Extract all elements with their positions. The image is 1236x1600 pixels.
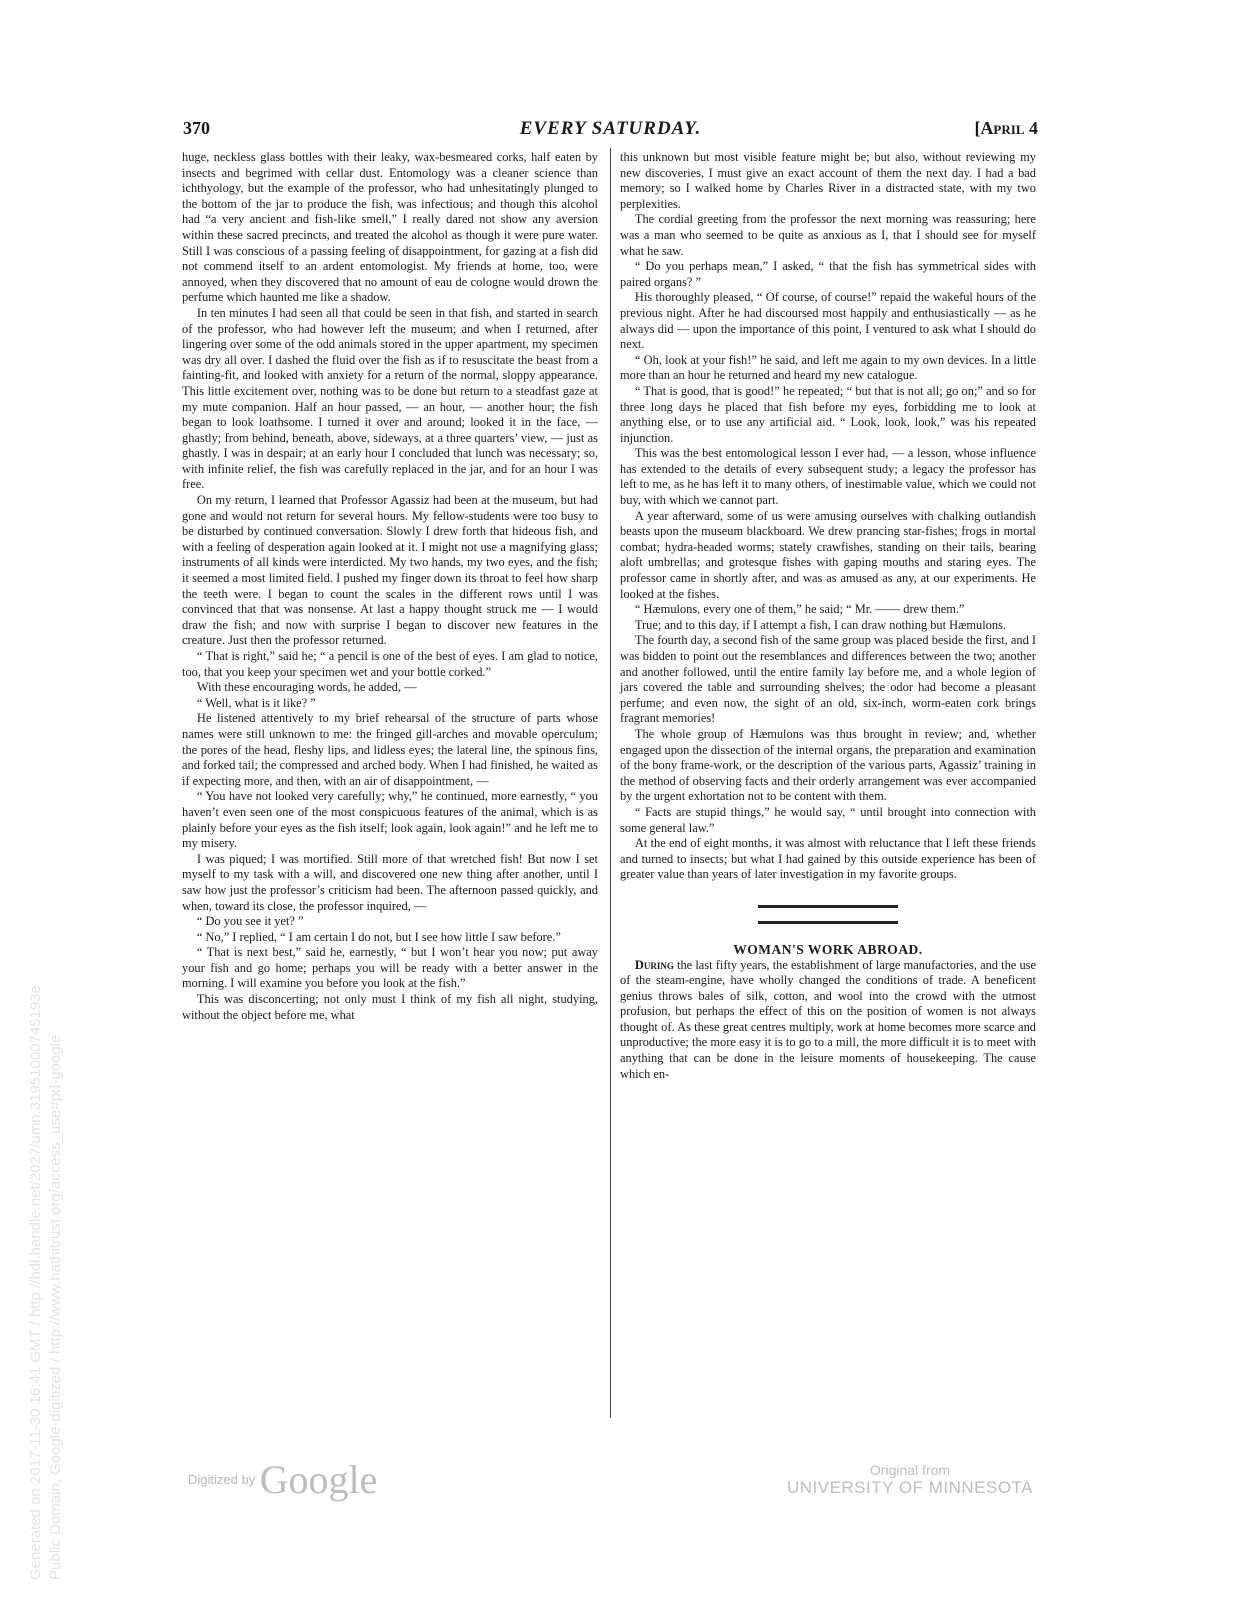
paragraph: A year afterward, some of us were amusing ourselves with chalking outlandish beasts upon the museum blackboard. We drew prancing star-fishes; frogs in mortal combat; hydra-headed worms; stately crawfishes, standing on their tails, bearing aloft umbrellas; and grotesque fishes with gaping mouths and staring eyes. The professor came in shortly after, and was as amused as any, at our experiments. He looked at the fishes. [620, 508, 1036, 601]
paragraph: I was piqued; I was mortified. Still more of that wretched fish! But now I set myself to my task with a will, and discovered one new thing after another, until I saw how just the professor’s criticism had been. The afternoon passed quickly, and when, toward its close, the professor inquired, — [182, 851, 598, 913]
paragraph: The fourth day, a second fish of the same group was placed beside the first, and I was bidden to point out the resemblances and differences between the two; another and another followed, until the entire family lay before me, and a whole legion of jars covered the table and surrounding shelves; the odor had become a pleasant perfume; and even now, the sight of an old, six-inch, worm-eaten cork brings fragrant memories! [620, 633, 1036, 726]
paragraph: “ Hæmulons, every one of them,” he said; “ Mr. —— drew them.” [634, 602, 965, 617]
paragraph: In ten minutes I had seen all that could be seen in that fish, and started in search of the professor, who had however left the museum; and when I returned, after lingering over some of the odd animals stored in the upper apartment, my specimen was dry all over. I dashed the fluid over the fish as if to resuscitate the beast from a fainting-fit, and looked with anxiety for a return of the normal, sloppy appearance. This little excitement over, nothing was to be done but return to a steadfast gaze at my mute companion. Half an hour passed, — an hour, — another hour; the fish began to look loathsome. I turned it over and around; looked it in the face, — ghastly; from behind, beneath, above, sideways, at a three quarters’ view, — just as ghastly. I was in despair; at an early hour I concluded that lunch was necessary; so, with infinite relief, the fish was carefully replaced in the jar, and for an hour I was free. [182, 305, 598, 492]
article-title: WOMAN'S WORK ABROAD. [733, 941, 923, 957]
original-source [775, 1462, 1045, 1498]
running-header [183, 118, 1038, 144]
original-from-label: Original from [869, 1462, 951, 1478]
digitized-by-label: Digitized by [188, 1472, 256, 1487]
paragraph: He listened attentively to my brief rehearsal of the structure of parts whose names were still unknown to me: the fringed gill-arches and movable operculum; the pores of the head, fleshy lips, and lidless eyes; the lateral line, the spinous fins, and forked tail; the compressed and arched body. When I had finished, he waited as if expecting more, and then, with an air of disappointment, — [182, 711, 598, 788]
periodical-title: EVERY SATURDAY. [519, 118, 702, 139]
section-separator-rule [758, 905, 898, 924]
google-logo: Google [259, 1457, 378, 1502]
issue-date: [April 4 [974, 118, 1038, 138]
paragraph: At the end of eight months, it was almost with reluctance that I left these friends and turned to insects; but what I had gained by this outside experience has been of greater value than years of later investigation in my favorite groups. [620, 836, 1036, 882]
article-text: the last fifty years, the establishment of large manufactories, and the use of the steam-engine, have wholly changed the conditions of trade. A beneficent genius throws bales of silk, cotton, and wool into the crowd with the utmost profusion, but perhaps the effect of this on the position of women is not always thought of. As these great centres multiply, work at home becomes more scarce and unproductive; the more easy it is to go to a mill, the more difficult it is to meet with anything that can be done in the leisure moments of housekeeping. The cause which en- [620, 957, 1036, 1081]
paragraph: this unknown but most visible feature might be; but also, without reviewing my new discoveries, I must give an exact account of them the next day. I had a bad memory; so I walked home by Charles River in a distracted state, with my two perplexities. [620, 150, 1036, 211]
paragraph: huge, neckless glass bottles with their leaky, wax-besmeared corks, half eaten by insects and begrimed with cellar dust. Entomology was a cleaner science than ichthyology, but the example of the professor, who had unhesitatingly plunged to the bottom of the jar to produce the fish, was infectious; and though this alcohol had “a very ancient and fish-like smell,” I really dared not show any aversion within these sacred precincts, and treated the alcohol as though it were pure water. Still I was conscious of a passing feeling of disappointment, for gazing at a fish did not commend itself to an ardent entomologist. My friends at home, too, were annoyed, when they discovered that no amount of eau de cologne would drown the perfume which haunted me like a shadow. [182, 150, 598, 305]
paragraph: “ That is next best,” said he, earnestly, “ but I won’t hear you now; put away your fish and go home; perhaps you will be ready with a better answer in the morning. I will examine you before you look at the fish.” [182, 945, 598, 991]
paragraph: “ Do you perhaps mean,” I asked, “ that the fish has symmetrical sides with paired organs? ” [620, 259, 1036, 289]
university-label: UNIVERSITY OF MINNESOTA [786, 1478, 1034, 1497]
paragraph: “ Oh, look at your fish!” he said, and left me again to my own devices. In a little more than an hour he returned and heard my new catalogue. [620, 352, 1036, 383]
paragraph: This was disconcerting; not only must I think of my fish all night, studying, without the object before me, what [182, 992, 598, 1022]
paragraph: The whole group of Hæmulons was thus brought in review; and, whether engaged upon the dissection of the internal organs, the preparation and examination of the bony frame-work, or the description of the various parts, Agassiz’ training in the method of observing facts and their orderly arrangement was ever accompanied by the urgent exhortation not to be content with them. [620, 726, 1036, 804]
paragraph: True; and to this day, if I attempt a fish, I can draw nothing but Hæmulons. [634, 617, 1006, 632]
drop-cap-word: During [634, 957, 674, 972]
column-divider [610, 148, 611, 1418]
digitized-by-google [188, 1456, 377, 1503]
paragraph: “ That is good, that is good!” he repeated; “ but that is not all; go on;” and so for three long days he placed that fish before my eyes, forbidding me to look at anything else, or to use any artificial aid. “ Look, look, look,” was his repeated injunction. [620, 383, 1036, 445]
hathitrust-watermark [26, 985, 66, 1580]
watermark-line-2: Public Domain, Google-digitized / http://www.hathitrust.org/access_use#pd-google [47, 1034, 64, 1580]
paragraph: “ Facts are stupid things,” he would say, “ until brought into connection with some general law.” [620, 804, 1036, 835]
watermark-line-1: Generated on 2017-11-30 16:41 GMT / http://hdl.handle.net/2027/umn.31951000745193e [27, 985, 44, 1580]
paragraph: This was the best entomological lesson I ever had, — a lesson, whose influence has extended to the details of every subsequent study; a legacy the professor has left to me, as he has left it to many others, of inestimable value, which we could not buy, with which we cannot part. [620, 446, 1036, 508]
paragraph: “ No,” I replied, “ I am certain I do not, but I see how little I saw before.” [196, 929, 561, 944]
paragraph: With these encouraging words, he added, — [196, 680, 417, 695]
right-column [620, 150, 1036, 1082]
paragraph: “ Well, what is it like? ” [196, 695, 316, 710]
page-number: 370 [183, 118, 210, 138]
article-first-paragraph [620, 958, 1036, 1083]
paragraph: His thoroughly pleased, “ Of course, of course!” repaid the wakeful hours of the previous night. After he had discoursed most happily and enthusiastically — as he always did — upon the importance of this point, I ventured to ask what I should do next. [620, 290, 1036, 352]
left-column [182, 150, 598, 1023]
paragraph: “ You have not looked very carefully; why,” he continued, more earnestly, “ you haven’t even seen one of the most conspicuous features of the animal, which is as plainly before your eyes as the fish itself; look again, look again!” and he left me to my misery. [182, 789, 598, 851]
paragraph: “ Do you see it yet? ” [196, 914, 304, 929]
paragraph: On my return, I learned that Professor Agassiz had been at the museum, but had gone and would not return for several hours. My fellow-students were too busy to be disturbed by continued conversation. Slowly I drew forth that hideous fish, and with a feeling of desperation again looked at it. I might not use a magnifying glass; instruments of all kinds were interdicted. My two hands, my two eyes, and the fish; it seemed a most limited field. I pushed my finger down its throat to feel how sharp the teeth were. I began to count the scales in the different rows until I was convinced that that was nonsense. At last a happy thought struck me — I would draw the fish; and now with surprise I began to discover new features in the creature. Just then the professor returned. [182, 493, 598, 648]
paragraph: “ That is right,” said he; “ a pencil is one of the best of eyes. I am glad to notice, too, that you keep your specimen wet and your bottle corked.” [182, 649, 598, 679]
paragraph: The cordial greeting from the professor the next morning was reassuring; here was a man who seemed to be quite as anxious as I, that I should see for myself what he saw. [620, 212, 1036, 258]
